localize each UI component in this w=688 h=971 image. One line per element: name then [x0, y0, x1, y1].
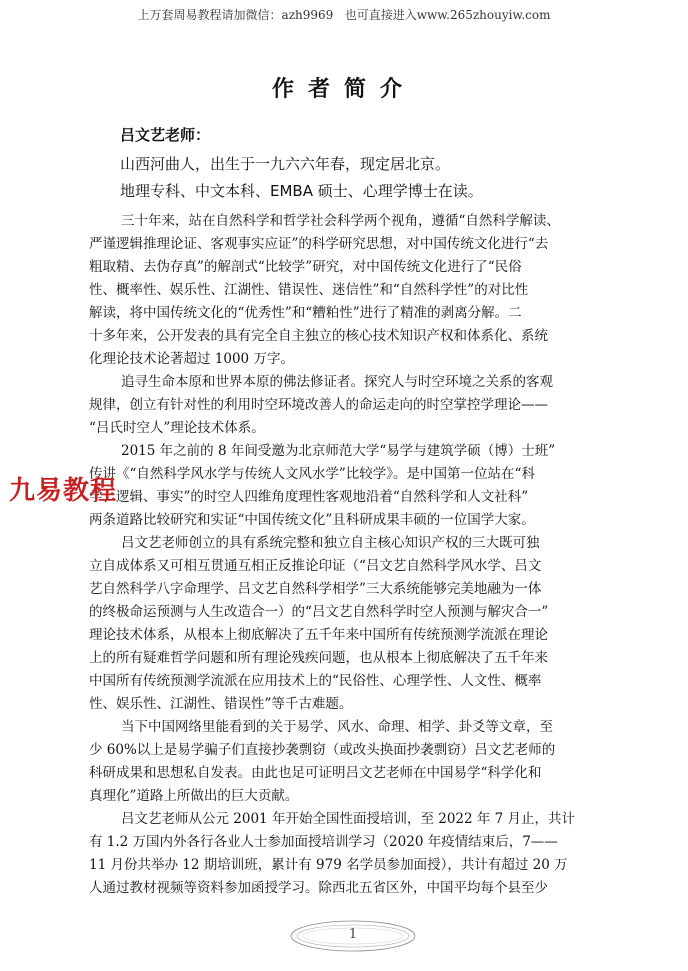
paragraph-line: 学、逻辑、事实”的时空人四维角度理性客观地沿着“自然科学和人文社科”: [89, 489, 529, 505]
author-education-line: 地理专科、中文本科、EMBA 硕士、心理学博士在读。: [120, 182, 483, 200]
body-paragraph: [89, 440, 629, 532]
paragraph-line: 性、概率性、娱乐性、江湖性、错误性、迷信性”和“自然科学性”的对比性: [89, 282, 529, 298]
paragraph-line: 真理化”道路上所做出的巨大贡献。: [89, 788, 299, 804]
paragraph-line: 吕文艺老师从公元 2001 年开始全国性面授培训，至 2022 年 7 月止，共计: [121, 811, 576, 827]
paragraph-line: 艺自然科学八字命理学、吕文艺自然科学相学”三大系统能够完美地融为一体: [89, 581, 542, 597]
paragraph-line: 吕文艺老师创立的具有系统完整和独立自主核心知识产权的三大既可独: [121, 535, 540, 551]
author-name: 吕文艺老师：: [120, 126, 211, 144]
body-paragraph: [89, 532, 629, 716]
paragraph-line: 粗取精、去伪存真”的解剖式“比较学”研究，对中国传统文化进行了“民俗: [89, 259, 522, 275]
paragraph-line: 上的所有疑难哲学问题和所有理论残疾问题，也从根本上彻底解决了五千年来: [89, 650, 548, 666]
paragraph-line: 十多年来，公开发表的具有完全自主独立的核心技术知识产权和体系化、系统: [89, 328, 548, 344]
paragraph-line: 11 月份共举办 12 期培训班，累计有 979 名学员参加面授），共计有超过 20 万: [89, 857, 568, 873]
page-title: 作者简介: [271, 77, 416, 102]
paragraph-line: 中国所有传统预测学流派在应用技术上的“民俗性、心理学性、人文性、概率: [89, 673, 542, 689]
paragraph-line: 性、娱乐性、江湖性、错误性”等千古难题。: [89, 696, 353, 712]
watermark-logo: 九易教程: [9, 476, 118, 506]
paragraph-line: 当下中国网络里能看到的关于易学、风水、命理、相学、卦爻等文章，至: [121, 719, 553, 735]
paragraph-line: 化理论技术论著超过 1000 万字。: [89, 351, 294, 367]
paragraph-line: 2015 年之前的 8 年间受邀为北京师范大学“易学与建筑学硕（博）士班”: [121, 443, 556, 459]
body-text: [89, 210, 629, 900]
body-paragraph: [89, 371, 629, 440]
paragraph-line: 传讲《“自然科学风水学与传统人文风水学”比较学》。是中国第一位站在“科: [89, 466, 535, 482]
paragraph-line: 少 60%以上是易学骗子们直接抄袭剽窃（或改头换面抄袭剽窃）吕文艺老师的: [89, 742, 556, 758]
paragraph-line: 人通过教材视频等资料参加函授学习。除西北五省区外，中国平均每个县至少: [89, 880, 548, 896]
paragraph-line: 追寻生命本原和世界本原的佛法修证者。探究人与时空环境之关系的客观: [121, 374, 553, 390]
body-paragraph: [89, 716, 629, 808]
paragraph-line: “吕氏时空人”理论技术体系。: [89, 420, 265, 436]
paragraph-line: 三十年来，站在自然科学和哲学社会科学两个视角，遵循“自然科学解读、: [121, 213, 560, 229]
paragraph-line: 科研成果和思想私自发表。由此也足可证明吕文艺老师在中国易学“科学化和: [89, 765, 542, 781]
author-birth-line: 山西河曲人，出生于一九六六年春，现定居北京。: [120, 155, 451, 173]
paragraph-line: 规律，创立有针对性的利用时空环境改善人的命运走向的时空掌控学理论——: [89, 397, 548, 413]
body-paragraph: [89, 210, 629, 371]
paragraph-line: 有 1.2 万国内外各行各业人士参加面授培训学习（2020 年疫情结束后，7——: [89, 834, 558, 850]
page-number: 1: [348, 927, 358, 942]
paragraph-line: 严谨逻辑推理论证、客观事实应证”的科学研究思想，对中国传统文化进行“去: [89, 236, 549, 252]
page-header: 上万套周易教程请加微信：azh9969 也可直接进入www.265zhouyiw.com: [137, 8, 551, 22]
body-paragraph: [89, 808, 629, 900]
paragraph-line: 立自成体系又可相互贯通互相正反推论印证（“吕文艺自然科学风水学、吕文: [89, 558, 542, 574]
paragraph-line: 两条道路比较研究和实证“中国传统文化”且科研成果丰硕的一位国学大家。: [89, 512, 535, 528]
paragraph-line: 理论技术体系，从根本上彻底解决了五千年来中国所有传统预测学流派在理论: [89, 627, 548, 643]
paragraph-line: 解读，将中国传统文化的“优秀性”和“糟粕性”进行了精准的剥离分解。二: [89, 305, 522, 321]
paragraph-line: 的终极命运预测与人生改造合一）的“吕文艺自然科学时空人预测与解灾合一”: [89, 604, 549, 620]
